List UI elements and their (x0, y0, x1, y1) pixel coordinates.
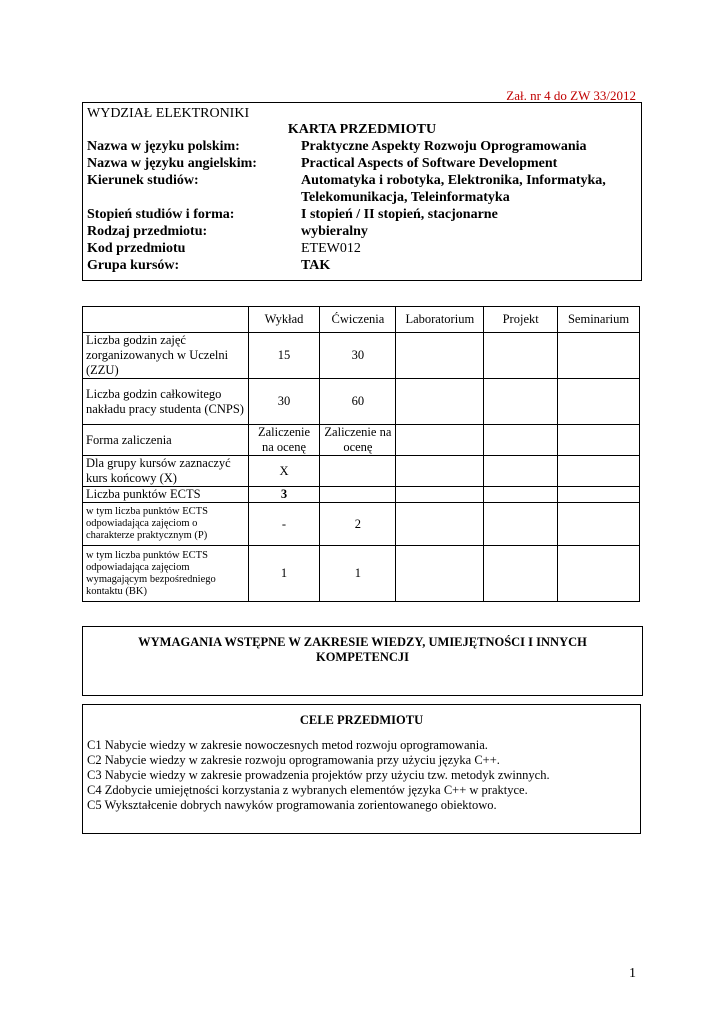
info-value: Automatyka i robotyka, Elektronika, Informatyka, (301, 173, 606, 188)
cell-seminarium (558, 546, 640, 602)
faculty-name: WYDZIAŁ ELEKTRONIKI (87, 106, 250, 121)
table-header-cell: Projekt (484, 307, 558, 333)
table-header-cell: Ćwiczenia (320, 307, 396, 333)
cell-wyklad: X (248, 456, 320, 487)
table-header-row (83, 307, 640, 333)
info-label: Kierunek studiów: (87, 173, 199, 188)
info-label: Kod przedmiotu (87, 241, 186, 256)
info-value: ETEW012 (301, 241, 361, 256)
cell-wyklad: 30 (248, 379, 320, 425)
attachment-note: Zał. nr 4 do ZW 33/2012 (506, 88, 636, 103)
cell-laboratorium (396, 456, 484, 487)
table-row (83, 379, 640, 425)
info-row (87, 257, 637, 274)
cell-seminarium (558, 425, 640, 456)
info-value: wybieralny (301, 224, 368, 239)
cell-seminarium (558, 503, 640, 546)
info-label: Grupa kursów: (87, 258, 180, 273)
goals-title: CELE PRZEDMIOTU (299, 713, 424, 727)
cell-laboratorium (396, 487, 484, 503)
info-label: Nazwa w języku polskim: (87, 139, 240, 154)
info-value: I stopień / II stopień, stacjonarne (301, 207, 498, 222)
table-header-cell: Wykład (248, 307, 320, 333)
table-header-cell: Laboratorium (396, 307, 484, 333)
cell-wyklad: 3 (248, 487, 320, 503)
goal-item: C4 Zdobycie umiejętności korzystania z wybranych elementów języka C++ w praktyce. (87, 783, 528, 797)
info-row (87, 172, 637, 189)
page-number: 1 (629, 966, 636, 981)
cell-cwiczenia: 30 (320, 333, 396, 379)
table-header-cell: Seminarium (558, 307, 640, 333)
row-label: w tym liczba punktów ECTS odpowiadająca zajęciom o charakterze praktycznym (P) (83, 503, 249, 546)
table-row (83, 333, 640, 379)
table-row (83, 487, 640, 503)
row-label: w tym liczba punktów ECTS odpowiadająca zajęciom wymagającym bezpośredniego kontaktu (BK) (83, 546, 249, 602)
cell-cwiczenia (320, 456, 396, 487)
info-label (87, 189, 301, 206)
cell-cwiczenia: 1 (320, 546, 396, 602)
cell-laboratorium (396, 333, 484, 379)
goal-item: C1 Nabycie wiedzy w zakresie nowoczesnych metod rozwoju oprogramowania. (87, 738, 488, 752)
info-row (87, 189, 637, 206)
cell-cwiczenia (320, 487, 396, 503)
row-label: Dla grupy kursów zaznaczyć kurs końcowy (X) (83, 456, 249, 487)
table-header-cell (83, 307, 249, 333)
cell-wyklad: 15 (248, 333, 320, 379)
table-row (83, 425, 640, 456)
row-label: Forma zaliczenia (83, 425, 249, 456)
cell-projekt (484, 425, 558, 456)
prerequisites-box (82, 626, 643, 696)
goal-item: C5 Wykształcenie dobrych nawyków programowania zorientowanego obiektowo. (87, 798, 497, 812)
row-label: Liczba punktów ECTS (83, 487, 249, 503)
info-row (87, 155, 637, 172)
hours-table (82, 306, 640, 602)
cell-seminarium (558, 487, 640, 503)
course-goals-box (82, 704, 641, 834)
cell-cwiczenia: 60 (320, 379, 396, 425)
table-row (83, 546, 640, 602)
row-label: Liczba godzin całkowitego nakładu pracy studenta (CNPS) (83, 379, 249, 425)
table-row (83, 503, 640, 546)
cell-projekt (484, 379, 558, 425)
cell-laboratorium (396, 546, 484, 602)
cell-laboratorium (396, 503, 484, 546)
cell-projekt (484, 333, 558, 379)
cell-projekt (484, 487, 558, 503)
info-row (87, 223, 637, 240)
cell-wyklad: 1 (248, 546, 320, 602)
course-header-box (82, 102, 642, 281)
info-value: Praktyczne Aspekty Rozwoju Oprogramowania (301, 139, 587, 154)
cell-wyklad: Zaliczenie na ocenę (248, 425, 320, 456)
info-label: Stopień studiów i forma: (87, 207, 235, 222)
card-title: KARTA PRZEDMIOTU (287, 122, 437, 137)
cell-projekt (484, 546, 558, 602)
cell-seminarium (558, 379, 640, 425)
info-label: Rodzaj przedmiotu: (87, 224, 208, 239)
cell-cwiczenia: Zaliczenie na ocenę (320, 425, 396, 456)
goal-item: C3 Nabycie wiedzy w zakresie prowadzenia projektów przy użyciu tzw. metodyk zwinnych. (87, 768, 550, 782)
info-value: TAK (301, 258, 331, 273)
info-row (87, 138, 637, 155)
cell-seminarium (558, 456, 640, 487)
cell-laboratorium (396, 379, 484, 425)
info-value: Practical Aspects of Software Development (301, 156, 558, 171)
row-label: Liczba godzin zajęć zorganizowanych w Uczelni (ZZU) (83, 333, 249, 379)
info-row (87, 240, 637, 257)
cell-projekt (484, 503, 558, 546)
cell-wyklad: - (248, 503, 320, 546)
table-row (83, 456, 640, 487)
info-label: Nazwa w języku angielskim: (87, 156, 257, 171)
info-row (87, 206, 637, 223)
prerequisites-title: WYMAGANIA WSTĘPNE W ZAKRESIE WIEDZY, UMIEJĘTNOŚCI I INNYCH KOMPETENCJI (138, 635, 587, 664)
cell-seminarium (558, 333, 640, 379)
cell-laboratorium (396, 425, 484, 456)
info-value: Telekomunikacja, Teleinformatyka (301, 190, 510, 205)
cell-projekt (484, 456, 558, 487)
goal-item: C2 Nabycie wiedzy w zakresie rozwoju oprogramowania przy użyciu języka C++. (87, 753, 500, 767)
course-info-list (87, 138, 637, 274)
cell-cwiczenia: 2 (320, 503, 396, 546)
